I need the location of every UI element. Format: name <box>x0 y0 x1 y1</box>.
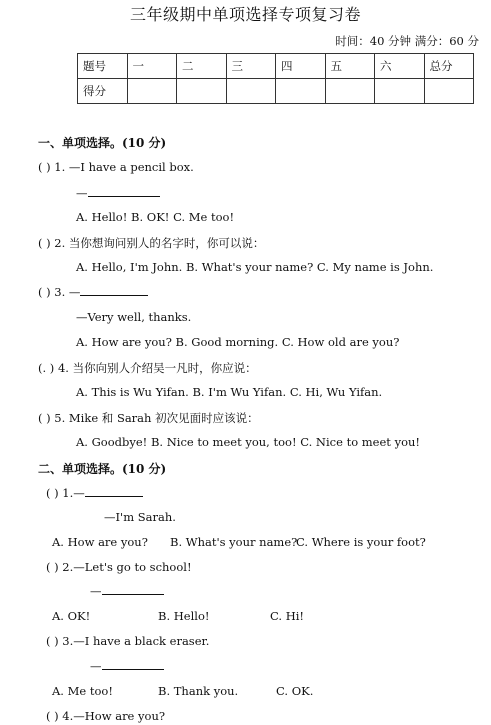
s2-question-2-option-b: B. Hello! <box>158 609 210 623</box>
s2-question-2-stem: ( ) 2.—Let's go to school! <box>46 560 192 574</box>
s1-question-4-stem: (. ) 4. 当你向别人介绍吴一凡时，你应说： <box>38 361 257 375</box>
answer-blank[interactable] <box>85 486 143 497</box>
s1-question-4-options: A. This is Wu Yifan. B. I'm Wu Yifan. C. Hi, Wu Yifan. <box>76 385 383 399</box>
s2-question-3-answer: — <box>90 659 164 673</box>
score-cell[interactable] <box>226 79 276 104</box>
s2-question-3-stem: ( ) 3.—I have a black eraser. <box>46 634 210 648</box>
s1-question-1-answer: — <box>76 186 160 200</box>
score-cell[interactable] <box>325 79 375 104</box>
s2-question-1-reply: —I'm Sarah. <box>104 510 176 524</box>
s1-question-2-stem: ( ) 2. 当你想询问别人的名字时，你可以说： <box>38 236 265 250</box>
score-table-header-row <box>78 54 474 79</box>
s1-question-3-options: A. How are you? B. Good morning. C. How old are you? <box>76 335 400 349</box>
score-table-header: 三 <box>226 54 276 79</box>
answer-blank[interactable] <box>102 659 164 670</box>
score-cell[interactable] <box>276 79 326 104</box>
score-table <box>77 53 474 104</box>
page-title: 三年级期中单项选择专项复习卷 <box>129 5 361 24</box>
answer-blank[interactable] <box>88 186 160 197</box>
s2-question-2-option-c: C. Hi! <box>270 609 305 623</box>
score-table-score-row <box>78 79 474 104</box>
time-score-info: 时间：40 分钟 满分：60 分 <box>335 34 479 48</box>
score-table-header: 五 <box>325 54 375 79</box>
s2-question-1-option-c: C. Where is your foot? <box>296 535 426 549</box>
s2-question-1-stem: ( ) 1.— <box>46 486 143 500</box>
score-cell[interactable] <box>127 79 177 104</box>
s2-question-3-option-c: C. OK. <box>276 684 314 698</box>
s2-question-1-option-a: A. How are you? <box>52 535 148 549</box>
s2-question-1-option-b: B. What's your name? <box>170 535 298 549</box>
s1-question-2-options: A. Hello, I'm John. B. What's your name? C. My name is John. <box>76 260 434 274</box>
s2-question-3-option-a: A. Me too! <box>52 684 113 698</box>
score-cell[interactable] <box>177 79 227 104</box>
s1-question-3-reply: —Very well, thanks. <box>76 310 192 324</box>
answer-blank[interactable] <box>102 584 164 595</box>
score-table-header: 题号 <box>78 54 128 79</box>
answer-blank[interactable] <box>80 285 148 296</box>
s2-question-2-answer: — <box>90 584 164 598</box>
score-table-header: 二 <box>177 54 227 79</box>
score-row-label: 得分 <box>78 79 128 104</box>
s2-question-4-stem: ( ) 4.—How are you? <box>46 709 166 723</box>
section-1-heading: 一、单项选择。(10 分) <box>38 136 167 150</box>
section-2-heading: 二、单项选择。(10 分) <box>38 462 167 476</box>
s2-question-2-option-a: A. OK! <box>52 609 91 623</box>
s1-question-1-stem: ( ) 1. —I have a pencil box. <box>38 160 194 174</box>
s1-question-3-stem: ( ) 3. — <box>38 285 148 299</box>
score-table-header: 四 <box>276 54 326 79</box>
score-cell[interactable] <box>424 79 474 104</box>
score-table-header: 总分 <box>424 54 474 79</box>
score-table-header: 六 <box>375 54 425 79</box>
s1-question-5-stem: ( ) 5. Mike 和 Sarah 初次见面时应该说： <box>38 411 259 425</box>
score-table-header: 一 <box>127 54 177 79</box>
s1-question-1-options: A. Hello! B. OK! C. Me too! <box>76 210 235 224</box>
s1-question-5-options: A. Goodbye! B. Nice to meet you, too! C. Nice to meet you! <box>76 435 421 449</box>
s2-question-3-option-b: B. Thank you. <box>158 684 239 698</box>
score-cell[interactable] <box>375 79 425 104</box>
